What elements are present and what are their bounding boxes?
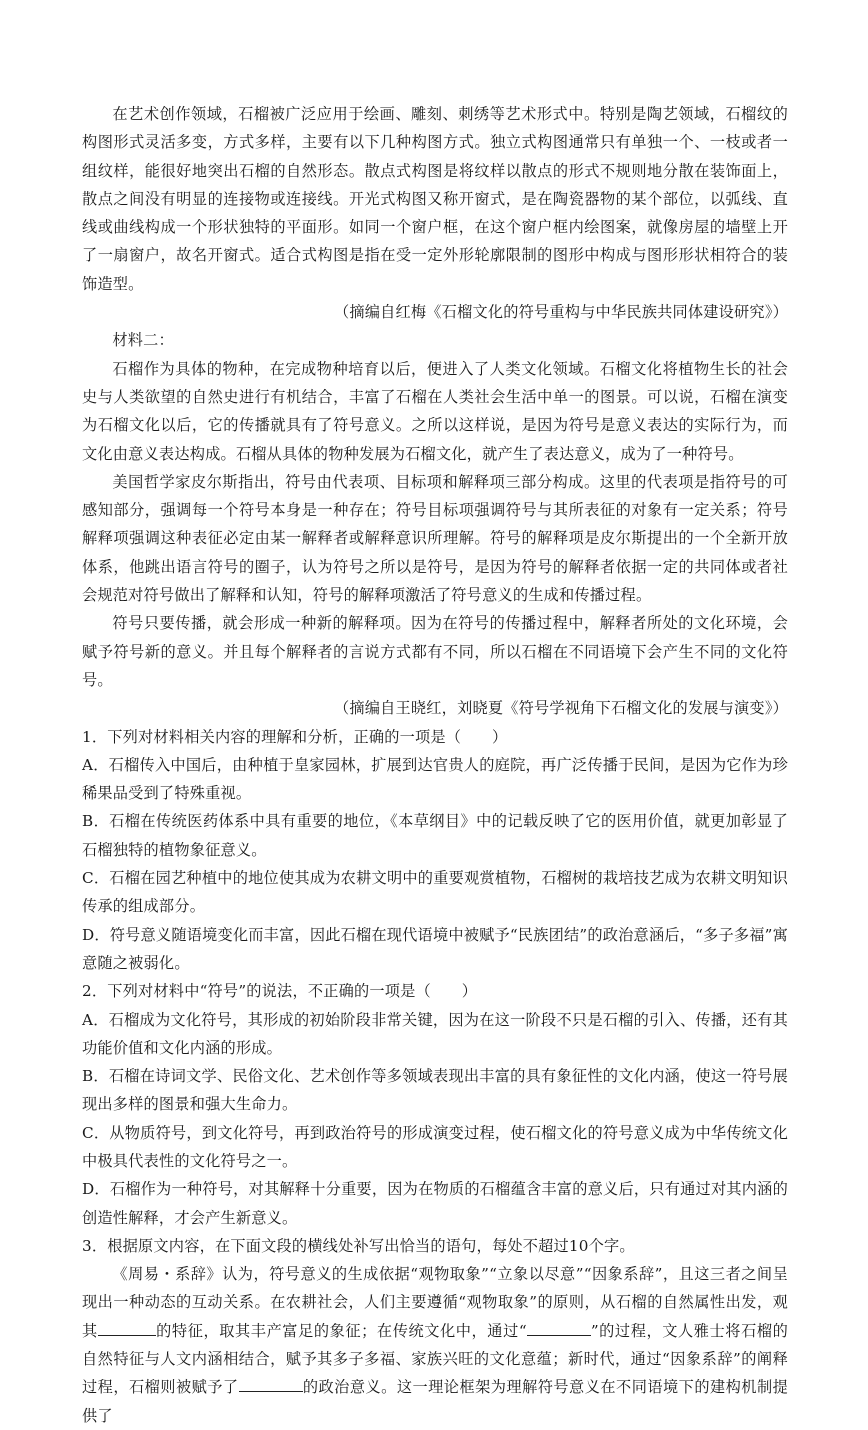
material2-label: 材料二： [112, 331, 174, 350]
question-1-option-b: B．石榴在传统医药体系中具有重要的地位，《本草纲目》中的记载反映了它的医用价值，就更加彰显了石榴独特的植物象征意义。 [82, 812, 788, 859]
passage-text-2: 的特征，取其丰产富足的象征；在传统文化中，通过“ [155, 1321, 527, 1340]
question-1-option-a: A．石榴传入中国后，由种植于皇家园林，扩展到达官贵人的庭院，再广泛传播于民间，是因为它作为珍稀果品受到了特殊重视。 [82, 755, 788, 803]
question-2-option-c: C．从物质符号，到文化符号，再到政治符号的形成演变过程，使石榴文化的符号意义成为中华传统文化中极具代表性的文化符号之一。 [82, 1123, 788, 1170]
material2-paragraph-2: 美国哲学家皮尔斯指出，符号由代表项、目标项和解释项三部分构成。这里的代表项是指符号的可感知部分，强调每一个符号本身是一种存在；符号目标项强调符号与其所表征的对象有一定关系；符号解释项强调这种表征必定由某一解释者或解释意识所理解。符号的解释项是皮尔斯提出的一个全新开放体系，他跳出语言符号的圈子，认为符号之所以是符号，是因为符号的解释者依据一定的共同体或者社会规范对符号做出了解释和认知，符号的解释项激活了符号意义的生成和传播过程。 [82, 472, 788, 605]
passage-text-3: ”的过程，文人雅士将石榴的自然特征与人文内涵相结合，赋予其多子多福、家族兴旺的文化意蕴；新时代，通过“因象系辞”的阐释过程，石榴则被赋予了 [82, 1321, 788, 1397]
answer-blank-1[interactable] [98, 1319, 156, 1336]
question-3-passage [82, 1260, 788, 1430]
question-2-option-d: D．石榴作为一种符号，对其解释十分重要，因为在物质的石榴蕴含丰富的意义后，只有通过对其内涵的创造性解释，才会产生新意义。 [82, 1180, 788, 1227]
answer-blank-3[interactable] [239, 1375, 303, 1392]
material2-paragraph-1: 石榴作为具体的物种，在完成物种培育以后，便进入了人类文化领域。石榴文化将植物生长的社会史与人类欲望的自然史进行有机结合，丰富了石榴在人类社会生活中单一的图景。可以说，石榴在演变为石榴文化以后，它的传播就具有了符号意义。之所以这样说，是因为符号是意义表达的实际行为，而文化由意义表达构成。石榴从具体的物种发展为石榴文化，就产生了表达意义，成为了一种符号。 [82, 359, 788, 463]
question-3-stem: 3．根据原文内容，在下面文段的横线处补写出恰当的语句，每处不超过10个字。 [82, 1236, 635, 1255]
question-1-stem: 1．下列对材料相关内容的理解和分析，正确的一项是（ ） [82, 727, 508, 746]
document-body [82, 100, 788, 1430]
material2-paragraph-3: 符号只要传播，就会形成一种新的解释项。因为在符号的传播过程中，解释者所处的文化环境，会赋予符号新的意义。并且每个解释者的言说方式都有不同，所以石榴在不同语境下会产生不同的文化符号。 [82, 614, 788, 689]
passage-text-4: 的政治意义。这一理论框架为理解符号意义在不同语境下的建构机制提供了 [82, 1378, 789, 1425]
material1-source: （摘编自红梅《石榴文化的符号重构与中华民族共同体建设研究》） [333, 303, 788, 322]
question-2-option-a: A．石榴成为文化符号，其形成的初始阶段非常关键，因为在这一阶段不只是石榴的引入、传播，还有其功能价值和文化内涵的形成。 [82, 1010, 788, 1057]
material2-source: （摘编自王晓红，刘晓夏《符号学视角下石榴文化的发展与演变》） [333, 699, 788, 718]
answer-blank-2[interactable] [527, 1319, 591, 1336]
question-1-option-c: C．石榴在园艺种植中的地位使其成为农耕文明中的重要观赏植物，石榴树的栽培技艺成为农耕文明知识传承的组成部分。 [82, 869, 788, 916]
question-1-option-d: D．符号意义随语境变化而丰富，因此石榴在现代语境中被赋予“民族团结”的政治意涵后，“多子多福”寓意随之被弱化。 [82, 925, 788, 972]
passage-text-1: 《周易・系辞》认为，符号意义的生成依据“观物取象”“立象以尽意”“因象系辞”，且这三者之间呈现出一种动态的互动关系。在农耕社会，人们主要遵循“观物取象”的原则，从石榴的自然属性出发，观其 [82, 1265, 788, 1340]
material1-paragraph: 在艺术创作领域，石榴被广泛应用于绘画、雕刻、刺绣等艺术形式中。特别是陶艺领域，石榴纹的构图形式灵活多变，方式多样，主要有以下几种构图方式。独立式构图通常只有单独一个、一枝或者一组纹样，能很好地突出石榴的自然形态。散点式构图是将纹样以散点的形式不规则地分散在装饰面上，散点之间没有明显的连接物或连接线。开光式构图又称开窗式，是在陶瓷器物的某个部位，以弧线、直线或曲线构成一个形状独特的平面形。如同一个窗户框，在这个窗户框内绘图案，就像房屋的墙壁上开了一扇窗户，故名开窗式。适合式构图是指在受一定外形轮廓限制的图形中构成与图形形状相符合的装饰造型。 [82, 105, 788, 293]
question-2-stem: 2．下列对材料中“符号”的说法，不正确的一项是（ ） [82, 982, 478, 1001]
question-2-option-b: B．石榴在诗词文学、民俗文化、艺术创作等多领域表现出丰富的具有象征性的文化内涵，使这一符号展现出多样的图景和强大生命力。 [82, 1067, 788, 1114]
